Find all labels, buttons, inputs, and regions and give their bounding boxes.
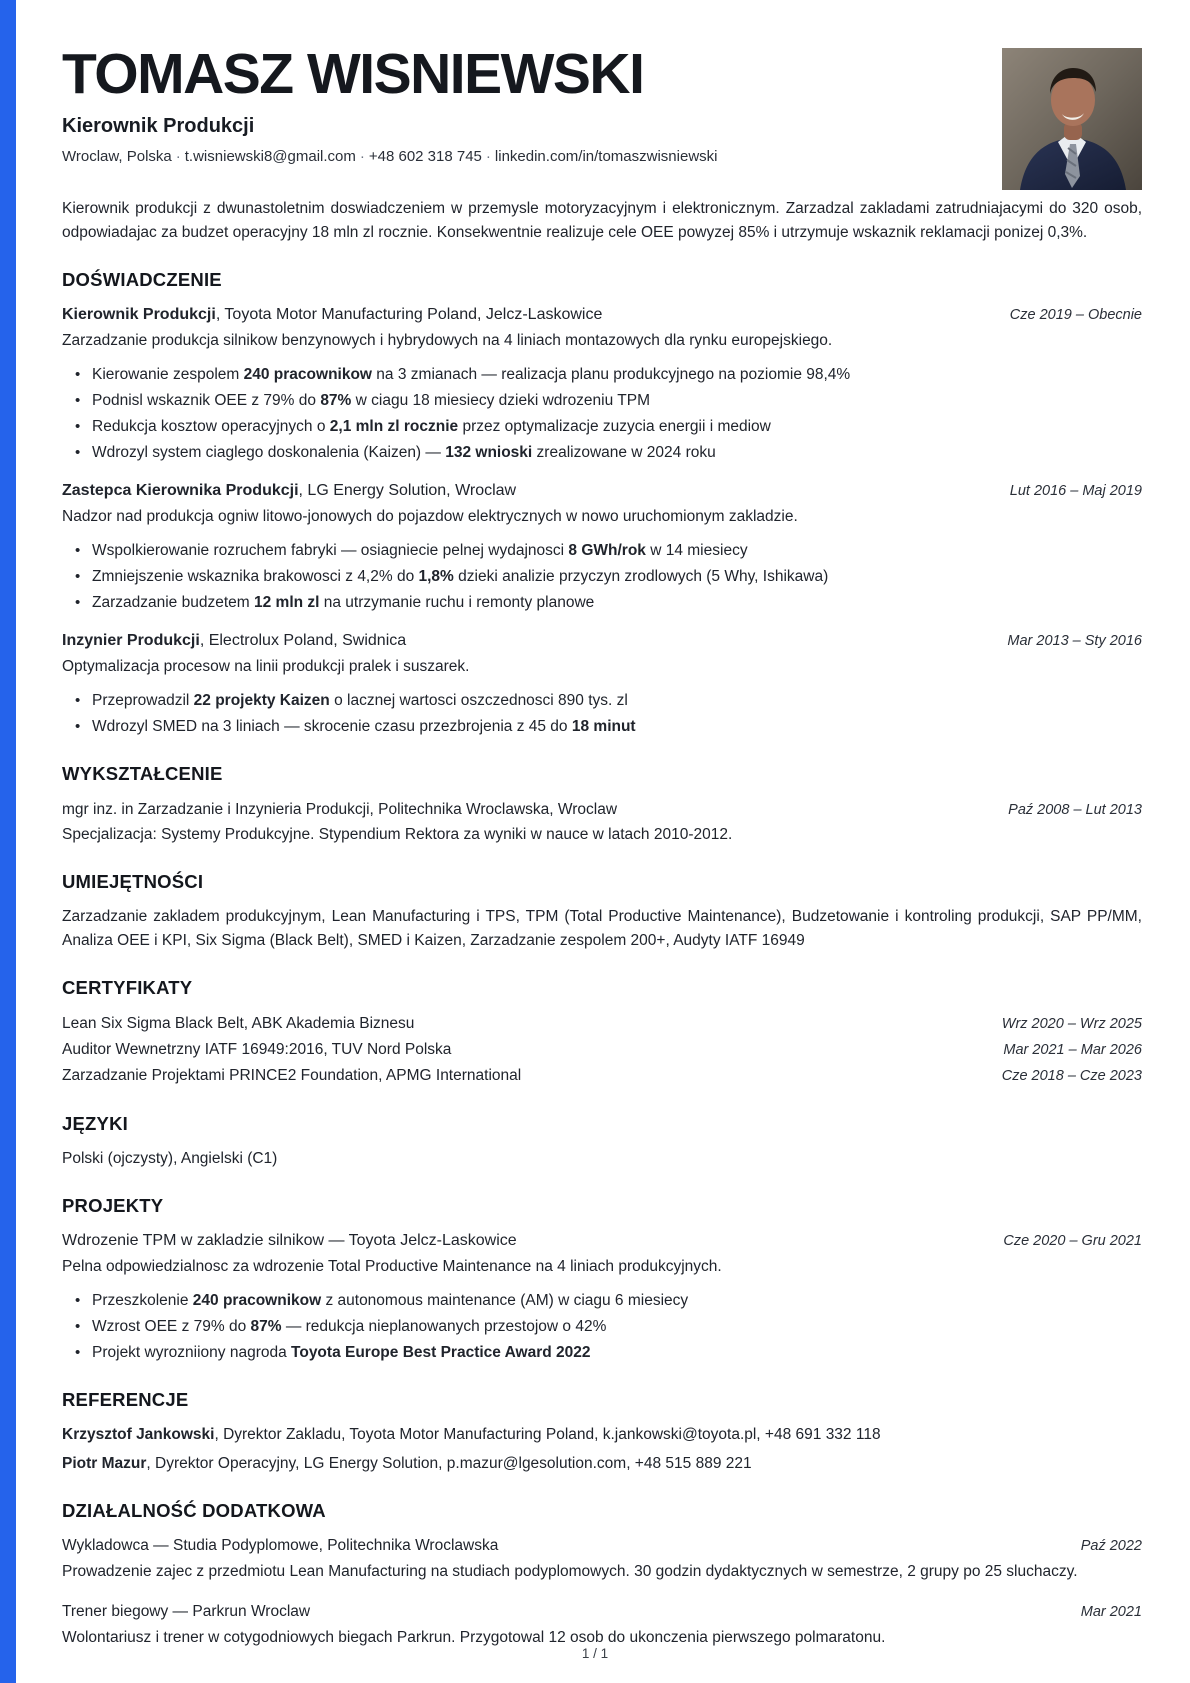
job-company: , Electrolux Poland, Swidnica <box>199 632 407 649</box>
page-number: 1 / 1 <box>581 1646 609 1661</box>
bullet-item: • Podnisl wskaznik OEE z 79% do 87% w ciagu 18 miesiecy dzieki wdrozeniu TPM <box>62 388 1142 413</box>
entry-title-line <box>62 629 406 652</box>
certificate-name: Auditor Wewnetrzny IATF 16949:2016, TUV Nord Polska <box>62 1041 452 1058</box>
certificate-row <box>62 1063 1142 1089</box>
section-languages <box>62 1113 1142 1171</box>
project-entry <box>62 1229 1142 1365</box>
job-dates: Mar 2013 – Sty 2016 <box>1007 633 1142 649</box>
bullet-item: • Przeszkolenie 240 pracownikow z autonomous maintenance (AM) w ciagu 6 miesiecy <box>62 1288 1142 1313</box>
activity-entry <box>62 1600 1142 1650</box>
job-dates: Cze 2019 – Obecnie <box>1009 307 1142 323</box>
job-description: Zarzadzanie produkcja silnikow benzynowych i hybrydowych na 4 liniach montazowych dla rynku europejskiego. <box>62 332 833 349</box>
dot-separator: · <box>359 148 365 165</box>
bullet-list <box>62 538 1142 615</box>
contact-line <box>62 148 1142 165</box>
contact-location: Wroclaw, Polska <box>62 148 172 165</box>
section-references <box>62 1389 1142 1476</box>
certificate-row <box>62 1011 1142 1037</box>
certificate-row <box>62 1037 1142 1063</box>
bullet-item: • Zmniejszenie wskaznika brakowosci z 4,2% do 1,8% dzieki analizie przyczyn zrodlowych (5 Why, Ishikawa) <box>62 564 1142 589</box>
section-projects <box>62 1195 1142 1365</box>
bullet-item: • Wdrozyl SMED na 3 liniach — skrocenie czasu przezbrojenia z 45 do 18 minut <box>62 714 1142 739</box>
job-description: Optymalizacja procesow na linii produkcji pralek i suszarek. <box>62 658 470 675</box>
contact-linkedin: linkedin.com/in/tomaszwisniewski <box>494 148 718 165</box>
education-dates: Paź 2008 – Lut 2013 <box>1008 802 1142 818</box>
entry-title-line <box>62 303 602 326</box>
job-dates: Lut 2016 – Maj 2019 <box>1009 483 1142 499</box>
section-certificates <box>62 977 1142 1089</box>
bullet-item: • Wzrost OEE z 79% do 87% — redukcja nieplanowanych przestojow o 42% <box>62 1314 1142 1339</box>
activity-description: Wolontariusz i trener w cotygodniowych biegach Parkrun. Przygotowal 12 osob do ukonczenia pierwszego polmaratonu. <box>62 1629 886 1646</box>
bullet-list <box>62 1288 1142 1365</box>
job-title: Inzynier Produkcji <box>62 632 200 649</box>
section-heading-languages: JĘZYKI <box>62 1113 128 1134</box>
section-heading-skills: UMIEJĘTNOŚCI <box>62 871 204 892</box>
experience-entry <box>62 303 1142 465</box>
reference-details: , Dyrektor Operacyjny, LG Energy Solution, p.mazur@lgesolution.com, +48 515 889 221 <box>146 1455 752 1472</box>
bullet-item: • Zarzadzanie budzetem 12 mln zl na utrzymanie ruchu i remonty planowe <box>62 590 1142 615</box>
activity-entry <box>62 1534 1142 1584</box>
job-description: Nadzor nad produkcja ogniw litowo-jonowych do pojazdow elektrycznych w nowo uruchomionym zakladzie. <box>62 508 798 525</box>
contact-phone: +48 602 318 745 <box>368 148 482 165</box>
activity-title: Wykladowca — Studia Podyplomowe, Politechnika Wroclawska <box>62 1537 499 1554</box>
job-title-subtitle: Kierownik Produkcji <box>62 115 255 137</box>
activity-title: Trener biegowy — Parkrun Wroclaw <box>62 1603 311 1620</box>
resume-page <box>62 0 1142 1650</box>
section-heading-references: REFERENCJE <box>62 1389 189 1410</box>
skills-paragraph: Zarzadzanie zakladem produkcyjnym, Lean Manufacturing i TPS, TPM (Total Productive Maintenance), Budzetowanie i kontroling produkcji, SAP PP/MM, Analiza OEE i KPI, Six Sigma (Black Belt), SMED i Kaizen, Zarzadzanie zespolem 200+, Audyty IATF 16949 <box>62 908 1142 949</box>
project-title: Wdrozenie TPM w zakladzie silnikow — Toyota Jelcz-Laskowice <box>62 1232 517 1249</box>
education-note: Specjalizacja: Systemy Produkcyjne. Stypendium Rektora za wyniki w nauce w latach 2010-2012. <box>62 826 733 843</box>
languages-line: Polski (ojczysty), Angielski (C1) <box>62 1150 278 1167</box>
summary-paragraph: Kierownik produkcji z dwunastoletnim doswiadczeniem w przemysle motoryzacyjnym i elektronicznym. Zarzadzal zakladami zatrudniajacymi do 320 osob, odpowiadajac za budzet operacyjny 18 mln zl rocznie. Konsekwentnie realizuje cele OEE powyzej 85% i utrzymuje wskaznik reklamacji ponizej 0,3%. <box>62 200 1142 241</box>
profile-photo <box>1002 48 1142 190</box>
job-title: Kierownik Produkcji <box>62 306 216 323</box>
entry-title-line <box>62 479 516 502</box>
job-company: , LG Energy Solution, Wroclaw <box>298 482 517 499</box>
section-heading-education: WYKSZTAŁCENIE <box>62 763 223 784</box>
job-title: Zastepca Kierownika Produkcji <box>62 482 299 499</box>
section-additional-activity <box>62 1500 1142 1650</box>
project-dates: Cze 2020 – Gru 2021 <box>1003 1233 1142 1249</box>
page-title: TOMASZ WISNIEWSKI <box>62 42 644 106</box>
certificate-name: Lean Six Sigma Black Belt, ABK Akademia Biznesu <box>62 1015 415 1032</box>
activity-dates: Paź 2022 <box>1080 1538 1142 1554</box>
experience-entry <box>62 629 1142 739</box>
certificate-dates: Cze 2018 – Cze 2023 <box>1001 1068 1142 1084</box>
bullet-item: • Projekt wyrozniiony nagroda Toyota Europe Best Practice Award 2022 <box>62 1340 1142 1365</box>
section-heading-projects: PROJEKTY <box>62 1195 164 1216</box>
bullet-item: • Przeprowadzil 22 projekty Kaizen o lacznej wartosci oszczednosci 890 tys. zl <box>62 688 1142 713</box>
section-skills <box>62 871 1142 953</box>
reference-name: Krzysztof Jankowski <box>62 1426 215 1443</box>
section-heading-experience: DOŚWIADCZENIE <box>62 269 222 290</box>
certificate-dates: Mar 2021 – Mar 2026 <box>1003 1042 1142 1058</box>
job-company: , Toyota Motor Manufacturing Poland, Jelcz-Laskowice <box>215 306 603 323</box>
experience-entry <box>62 479 1142 615</box>
education-degree: mgr inz. in Zarzadzanie i Inzynieria Produkcji, Politechnika Wroclawska, Wroclaw <box>62 801 618 818</box>
activity-dates: Mar 2021 <box>1080 1604 1142 1620</box>
reference-details: , Dyrektor Zakladu, Toyota Motor Manufacturing Poland, k.jankowski@toyota.pl, +48 691 332 118 <box>214 1426 881 1443</box>
dot-separator: · <box>175 148 181 165</box>
reference-line <box>62 1452 1142 1476</box>
project-description: Pelna odpowiedzialnosc za wdrozenie Total Productive Maintenance na 4 liniach produkcyjnych. <box>62 1258 722 1275</box>
header <box>62 42 1142 165</box>
bullet-item: • Redukcja kosztow operacyjnych o 2,1 mln zl rocznie przez optymalizacje zuzycia energii i mediow <box>62 414 1142 439</box>
certificate-name: Zarzadzanie Projektami PRINCE2 Foundation, APMG International <box>62 1067 522 1084</box>
dot-separator: · <box>485 148 491 165</box>
left-accent-bar <box>0 0 16 1683</box>
section-heading-certificates: CERTYFIKATY <box>62 977 193 998</box>
bullet-item: • Wspolkierowanie rozruchem fabryki — osiagniecie pelnej wydajnosci 8 GWh/rok w 14 miesiecy <box>62 538 1142 563</box>
section-heading-additional-activity: DZIAŁALNOŚĆ DODATKOWA <box>62 1500 326 1521</box>
certificate-dates: Wrz 2020 – Wrz 2025 <box>1001 1016 1142 1032</box>
bullet-list <box>62 362 1142 465</box>
activity-description: Prowadzenie zajec z przedmiotu Lean Manufacturing na studiach podyplomowych. 30 godzin dydaktycznych w semestrze, 2 grupy po 25 sluchaczy. <box>62 1563 1078 1580</box>
reference-line <box>62 1423 1142 1447</box>
section-education <box>62 763 1142 847</box>
contact-email: t.wisniewski8@gmail.com <box>184 148 356 165</box>
section-experience <box>62 269 1142 739</box>
bullet-item: • Kierowanie zespolem 240 pracownikow na 3 zmianach — realizacja planu produkcyjnego na poziomie 98,4% <box>62 362 1142 387</box>
bullet-list <box>62 688 1142 739</box>
reference-name: Piotr Mazur <box>62 1455 147 1472</box>
bullet-item: • Wdrozyl system ciaglego doskonalenia (Kaizen) — 132 wnioski zrealizowane w 2024 roku <box>62 440 1142 465</box>
